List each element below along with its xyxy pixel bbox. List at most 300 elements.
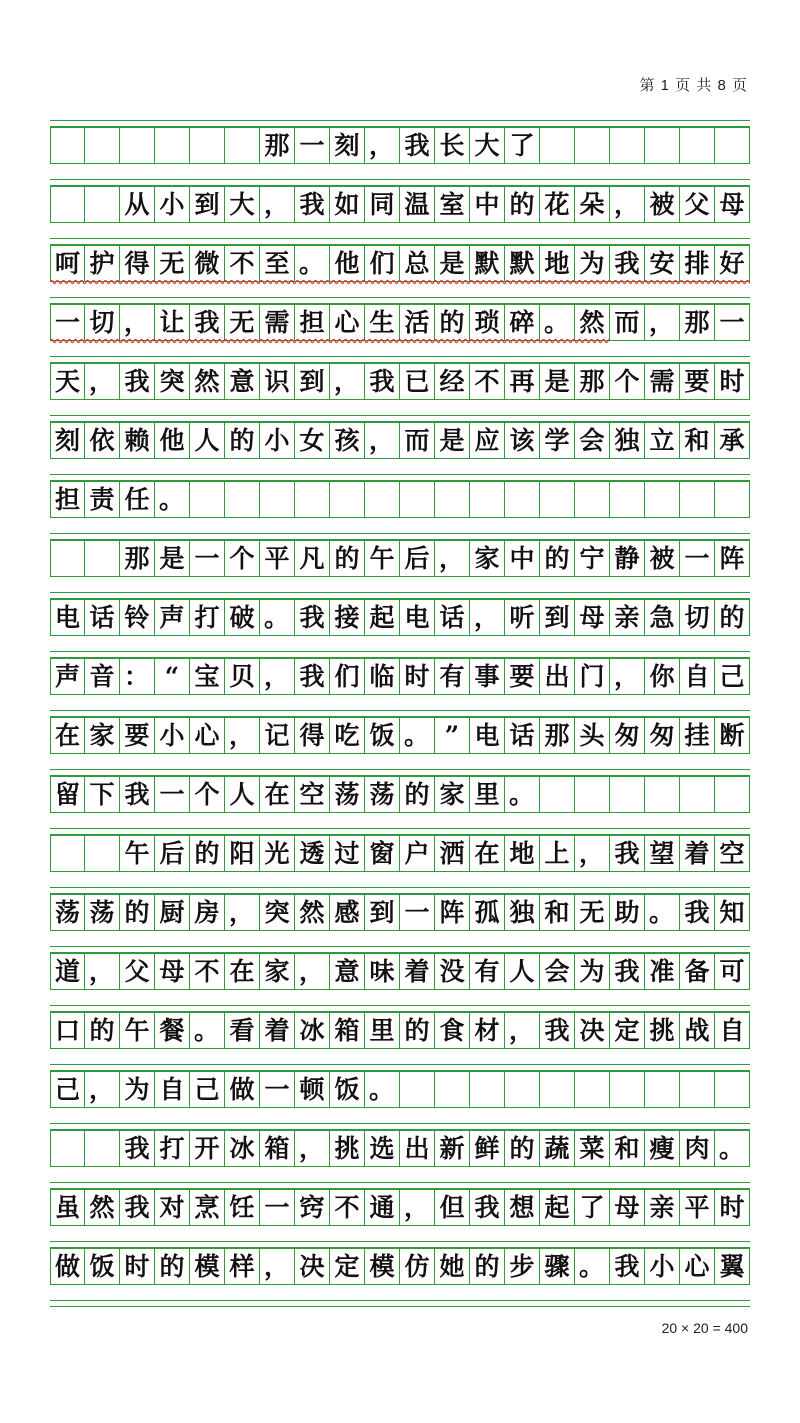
grid-cell: 已 [400, 363, 435, 400]
grid-cell: 话 [435, 599, 470, 636]
grid-cell: 对 [155, 1189, 190, 1226]
grid-cell: 空 [715, 835, 750, 872]
grid-cell: 有 [435, 658, 470, 695]
grid-cell: 突 [260, 894, 295, 931]
grid-cell: 断 [715, 717, 750, 754]
grid-cell: 起 [540, 1189, 575, 1226]
grid-cell: 透 [295, 835, 330, 872]
grid-cell: 在 [470, 835, 505, 872]
grid-cell: 小 [155, 186, 190, 223]
grid-cell [575, 1071, 610, 1108]
grid-cell: 新 [435, 1130, 470, 1167]
grid-spacer-band [50, 828, 750, 835]
grid-cell: 下 [85, 776, 120, 813]
grid-cell: 饭 [85, 1248, 120, 1285]
grid-cell: 的 [505, 186, 540, 223]
grid-cell: ， [225, 894, 260, 931]
grid-cell: 花 [540, 186, 575, 223]
essay-text-row [50, 540, 750, 592]
spellcheck-squiggle [50, 281, 750, 284]
grid-cell: 餐 [155, 1012, 190, 1049]
grid-cell: 匆 [610, 717, 645, 754]
grid-cell: 个 [190, 776, 225, 813]
grid-cell: ， [260, 658, 295, 695]
grid-cell: 厨 [155, 894, 190, 931]
grid-cell: 冰 [295, 1012, 330, 1049]
grid-cell: 起 [365, 599, 400, 636]
grid-cell: 无 [225, 304, 260, 341]
grid-cell: 人 [225, 776, 260, 813]
essay-text-row [50, 717, 750, 769]
grid-cell: 一 [260, 1189, 295, 1226]
grid-cell: 我 [470, 1189, 505, 1226]
grid-cell: 从 [120, 186, 155, 223]
grid-cell: 电 [400, 599, 435, 636]
grid-cell: 的 [85, 1012, 120, 1049]
grid-cell: 饭 [330, 1071, 365, 1108]
grid-cell: 时 [715, 1189, 750, 1226]
essay-text-row [50, 1130, 750, 1182]
grid-cell: 如 [330, 186, 365, 223]
grid-cell: 瘦 [645, 1130, 680, 1167]
grid-cell: 着 [260, 1012, 295, 1049]
essay-text-row [50, 658, 750, 710]
grid-cell: 一 [400, 894, 435, 931]
essay-text-row [50, 186, 750, 238]
grid-cell: 。 [505, 776, 540, 813]
grid-cell: 房 [190, 894, 225, 931]
grid-spacer-band [50, 179, 750, 186]
grid-cell: 和 [680, 422, 715, 459]
grid-cell: 大 [225, 186, 260, 223]
grid-cell: ， [365, 422, 400, 459]
grid-cell [715, 481, 750, 518]
grid-cell: 立 [645, 422, 680, 459]
grid-cell [225, 127, 260, 164]
grid-spacer-band [50, 1005, 750, 1012]
grid-cell: 而 [610, 304, 645, 341]
grid-cell: 家 [260, 953, 295, 990]
grid-spacer-band [50, 238, 750, 245]
grid-cell: 我 [610, 953, 645, 990]
grid-cell: 的 [400, 1012, 435, 1049]
grid-cell [50, 835, 85, 872]
grid-spacer-band [50, 769, 750, 776]
grid-cell: 蔬 [540, 1130, 575, 1167]
grid-cell: 让 [155, 304, 190, 341]
grid-cell [540, 127, 575, 164]
grid-cell [260, 481, 295, 518]
grid-cell: 到 [365, 894, 400, 931]
grid-cell: 午 [120, 1012, 155, 1049]
grid-cell: ， [85, 1071, 120, 1108]
grid-cell: 自 [155, 1071, 190, 1108]
grid-cell: 想 [505, 1189, 540, 1226]
essay-text-row [50, 776, 750, 828]
grid-cell: 食 [435, 1012, 470, 1049]
grid-cell: ， [295, 1130, 330, 1167]
grid-cell: 会 [540, 953, 575, 990]
grid-cell: 荡 [50, 894, 85, 931]
grid-cell: ， [120, 304, 155, 341]
grid-cell: 午 [120, 835, 155, 872]
grid-cell: 地 [540, 245, 575, 282]
grid-cell: 中 [505, 540, 540, 577]
grid-cell: ， [435, 540, 470, 577]
grid-cell: 我 [190, 304, 225, 341]
grid-cell: 要 [505, 658, 540, 695]
grid-cell: 户 [400, 835, 435, 872]
grid-cell: 着 [680, 835, 715, 872]
grid-cell: 父 [120, 953, 155, 990]
grid-cell: 里 [470, 776, 505, 813]
grid-cell [155, 127, 190, 164]
grid-cell: 和 [540, 894, 575, 931]
grid-cell: 箱 [330, 1012, 365, 1049]
grid-cell: 准 [645, 953, 680, 990]
grid-cell: 阵 [715, 540, 750, 577]
grid-cell: 接 [330, 599, 365, 636]
grid-cell: 为 [575, 245, 610, 282]
grid-cell: 我 [120, 776, 155, 813]
grid-cell: 学 [540, 422, 575, 459]
grid-cell: 挑 [645, 1012, 680, 1049]
grid-cell: ， [330, 363, 365, 400]
grid-cell: 我 [120, 363, 155, 400]
grid-cell [645, 1071, 680, 1108]
grid-cell: 在 [260, 776, 295, 813]
grid-spacer-band [50, 1123, 750, 1130]
grid-cell [120, 127, 155, 164]
page-number: 第 1 页 共 8 页 [639, 77, 748, 94]
grid-cell: 一 [50, 304, 85, 341]
grid-cell: 骤 [540, 1248, 575, 1285]
grid-cell: 己 [715, 658, 750, 695]
grid-cell: 我 [610, 1248, 645, 1285]
spellcheck-underline [50, 279, 750, 285]
grid-cell: 到 [295, 363, 330, 400]
grid-cell: 在 [225, 953, 260, 990]
grid-cell: 需 [260, 304, 295, 341]
grid-cell: 独 [610, 422, 645, 459]
grid-cell: 决 [575, 1012, 610, 1049]
grid-cell [85, 540, 120, 577]
grid-cell [330, 481, 365, 518]
grid-cell [715, 1071, 750, 1108]
grid-cell: 刻 [50, 422, 85, 459]
grid-cell: 破 [225, 599, 260, 636]
grid-cell: 贝 [225, 658, 260, 695]
grid-spacer-band [50, 592, 750, 599]
grid-cell: ， [575, 835, 610, 872]
grid-spacer-band [50, 1300, 750, 1307]
grid-cell: 时 [400, 658, 435, 695]
grid-cell: 急 [645, 599, 680, 636]
grid-cell: 声 [50, 658, 85, 695]
grid-cell: 要 [120, 717, 155, 754]
grid-cell [505, 481, 540, 518]
grid-cell: 饭 [365, 717, 400, 754]
essay-text-row [50, 894, 750, 946]
grid-cell: 那 [120, 540, 155, 577]
grid-cell: 午 [365, 540, 400, 577]
grid-cell: 为 [575, 953, 610, 990]
grid-cell: 他 [330, 245, 365, 282]
grid-cell: 的 [190, 835, 225, 872]
grid-cell: 的 [225, 422, 260, 459]
grid-cell: 仿 [400, 1248, 435, 1285]
grid-cell: 一 [155, 776, 190, 813]
grid-cell: 赖 [120, 422, 155, 459]
grid-cell: 的 [120, 894, 155, 931]
grid-cell: 。 [575, 1248, 610, 1285]
grid-cell: ： [120, 658, 155, 695]
grid-cell [85, 127, 120, 164]
essay-text-row [50, 835, 750, 887]
grid-cell: 温 [400, 186, 435, 223]
grid-cell: 同 [365, 186, 400, 223]
grid-cell: 里 [365, 1012, 400, 1049]
grid-cell: ， [295, 953, 330, 990]
grid-cell: 口 [50, 1012, 85, 1049]
spellcheck-underline [50, 338, 610, 344]
grid-cell: 个 [610, 363, 645, 400]
grid-cell: 我 [120, 1189, 155, 1226]
grid-cell: 一 [715, 304, 750, 341]
grid-cell: 静 [610, 540, 645, 577]
grid-cell: 己 [190, 1071, 225, 1108]
grid-cell [505, 1071, 540, 1108]
grid-cell: 到 [540, 599, 575, 636]
grid-spacer-band [50, 120, 750, 127]
grid-cell: 我 [295, 186, 330, 223]
grid-cell: ， [610, 658, 645, 695]
grid-cell: 一 [680, 540, 715, 577]
grid-cell: 匆 [645, 717, 680, 754]
grid-cell: 会 [575, 422, 610, 459]
essay-title-row [50, 127, 750, 179]
grid-cell: 微 [190, 245, 225, 282]
grid-cell: 应 [470, 422, 505, 459]
grid-cell: 平 [680, 1189, 715, 1226]
essay-text-row [50, 422, 750, 474]
grid-cell: 的 [330, 540, 365, 577]
grid-cell [645, 481, 680, 518]
grid-cell: 室 [435, 186, 470, 223]
grid-cell: 小 [260, 422, 295, 459]
grid-cell [610, 1071, 645, 1108]
grid-cell: 活 [400, 304, 435, 341]
grid-cell: 样 [225, 1248, 260, 1285]
grid-cell: 生 [365, 304, 400, 341]
essay-text-row [50, 481, 750, 533]
grid-cell: 是 [435, 422, 470, 459]
grid-cell: 任 [120, 481, 155, 518]
grid-cell: 那 [260, 127, 295, 164]
grid-cell: 吃 [330, 717, 365, 754]
grid-cell: 虽 [50, 1189, 85, 1226]
grid-cell: 依 [85, 422, 120, 459]
grid-cell: 出 [540, 658, 575, 695]
grid-cell: 切 [680, 599, 715, 636]
grid-cell: 道 [50, 953, 85, 990]
grid-cell: 再 [505, 363, 540, 400]
grid-cell: “ [155, 658, 190, 695]
grid-cell: 的 [155, 1248, 190, 1285]
grid-cell: 自 [715, 1012, 750, 1049]
grid-cell [680, 481, 715, 518]
grid-cell [190, 127, 225, 164]
grid-spacer-band [50, 474, 750, 481]
grid-cell: 选 [365, 1130, 400, 1167]
grid-cell: 时 [715, 363, 750, 400]
grid-cell: 记 [260, 717, 295, 754]
grid-cell: 责 [85, 481, 120, 518]
grid-cell: 。 [365, 1071, 400, 1108]
grid-cell: 过 [330, 835, 365, 872]
grid-cell: 默 [505, 245, 540, 282]
grid-cell: 和 [610, 1130, 645, 1167]
grid-cell: 刻 [330, 127, 365, 164]
grid-cell: 们 [330, 658, 365, 695]
grid-cell: 一 [260, 1071, 295, 1108]
grid-cell: 烹 [190, 1189, 225, 1226]
grid-cell: 我 [400, 127, 435, 164]
grid-cell: 安 [645, 245, 680, 282]
grid-cell: 们 [365, 245, 400, 282]
grid-cell: 被 [645, 186, 680, 223]
grid-cell [540, 1071, 575, 1108]
grid-cell: 己 [50, 1071, 85, 1108]
grid-cell: 但 [435, 1189, 470, 1226]
grid-cell: 模 [365, 1248, 400, 1285]
grid-cell: 凡 [295, 540, 330, 577]
grid-cell: 了 [505, 127, 540, 164]
grid-cell: 小 [155, 717, 190, 754]
grid-cell: 感 [330, 894, 365, 931]
grid-cell: 是 [435, 245, 470, 282]
grid-cell [225, 481, 260, 518]
grid-cell: 一 [190, 540, 225, 577]
grid-cell [85, 835, 120, 872]
grid-cell [50, 540, 85, 577]
grid-cell: 承 [715, 422, 750, 459]
grid-cell: 饪 [225, 1189, 260, 1226]
grid-cell: 上 [540, 835, 575, 872]
grid-cell: 心 [190, 717, 225, 754]
grid-cell: ” [435, 717, 470, 754]
grid-spacer-band [50, 1241, 750, 1248]
grid-cell: 定 [610, 1012, 645, 1049]
grid-cell [680, 776, 715, 813]
grid-cell: 心 [330, 304, 365, 341]
grid-cell: 被 [645, 540, 680, 577]
grid-cell: ， [610, 186, 645, 223]
grid-cell [365, 481, 400, 518]
grid-cell: 后 [400, 540, 435, 577]
grid-cell: ， [260, 186, 295, 223]
grid-cell: 家 [470, 540, 505, 577]
grid-cell: 做 [50, 1248, 85, 1285]
grid-spacer-band [50, 356, 750, 363]
essay-text-row [50, 599, 750, 651]
grid-cell: 无 [155, 245, 190, 282]
grid-spacer-band [50, 887, 750, 894]
grid-cell [50, 186, 85, 223]
grid-cell: 声 [155, 599, 190, 636]
grid-cell: 他 [155, 422, 190, 459]
grid-cell: 然 [85, 1189, 120, 1226]
grid-cell: 话 [505, 717, 540, 754]
essay-text-row [50, 1189, 750, 1241]
grid-cell: 得 [120, 245, 155, 282]
grid-cell: 通 [365, 1189, 400, 1226]
grid-cell: 挑 [330, 1130, 365, 1167]
grid-cell: 望 [645, 835, 680, 872]
grid-cell: 经 [435, 363, 470, 400]
grid-cell: 中 [470, 186, 505, 223]
grid-cell: 碎 [505, 304, 540, 341]
grid-cell: 我 [365, 363, 400, 400]
grid-cell: 孩 [330, 422, 365, 459]
essay-text-row [50, 1012, 750, 1064]
grid-cell: 挂 [680, 717, 715, 754]
grid-cell: 我 [680, 894, 715, 931]
grid-cell: 然 [295, 894, 330, 931]
grid-cell: 那 [680, 304, 715, 341]
grid-cell [470, 481, 505, 518]
grid-cell: 长 [435, 127, 470, 164]
grid-cell [50, 1130, 85, 1167]
grid-cell: 亲 [645, 1189, 680, 1226]
grid-cell: 鲜 [470, 1130, 505, 1167]
grid-cell: 头 [575, 717, 610, 754]
grid-cell: 的 [435, 304, 470, 341]
grid-cell: 母 [610, 1189, 645, 1226]
grid-cell [470, 1071, 505, 1108]
grid-cell: 我 [610, 835, 645, 872]
grid-cell: 不 [330, 1189, 365, 1226]
grid-cell [575, 776, 610, 813]
grid-cell: 可 [715, 953, 750, 990]
grid-cell [680, 1071, 715, 1108]
grid-cell: 母 [575, 599, 610, 636]
grid-spacer-band [50, 533, 750, 540]
grid-cell: 呵 [50, 245, 85, 282]
grid-cell: 你 [645, 658, 680, 695]
grid-cell: 母 [715, 186, 750, 223]
grid-cell: ， [85, 953, 120, 990]
grid-cell: 至 [260, 245, 295, 282]
essay-text-row [50, 1071, 750, 1123]
grid-cell: 荡 [365, 776, 400, 813]
grid-cell [645, 127, 680, 164]
grid-cell: 要 [680, 363, 715, 400]
grid-cell [610, 776, 645, 813]
grid-cell: 临 [365, 658, 400, 695]
grid-cell: 肉 [680, 1130, 715, 1167]
grid-cell: 我 [540, 1012, 575, 1049]
grid-cell [85, 1130, 120, 1167]
grid-cell: 了 [575, 1189, 610, 1226]
grid-cell: 没 [435, 953, 470, 990]
grid-cell [295, 481, 330, 518]
grid-cell: 母 [155, 953, 190, 990]
grid-cell [435, 481, 470, 518]
grid-cell: 战 [680, 1012, 715, 1049]
grid-cell: 需 [645, 363, 680, 400]
grid-cell: ， [365, 127, 400, 164]
